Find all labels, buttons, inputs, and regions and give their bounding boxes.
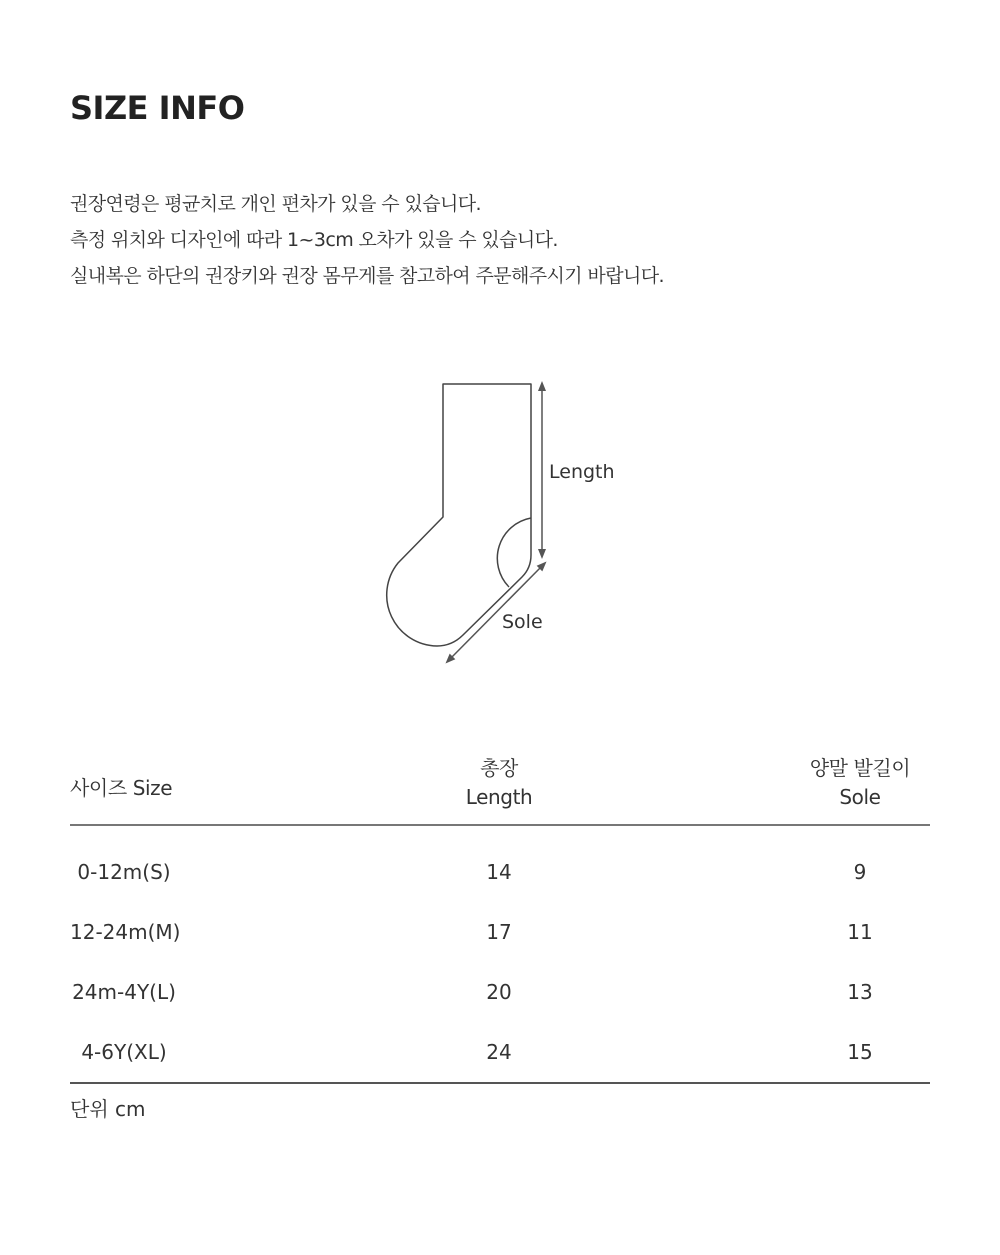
- cell-sole: 11: [847, 920, 873, 944]
- note-line: 실내복은 하단의 권장키와 권장 몸무게를 참고하여 주문해주시기 바랍니다.: [70, 265, 664, 287]
- size-notes: [70, 186, 664, 294]
- cell-length: 24: [486, 1040, 512, 1064]
- table-row: [70, 912, 930, 952]
- size-table: [70, 750, 930, 1084]
- header-length-ko: 총장: [480, 756, 518, 780]
- cell-size: 4-6Y(XL): [81, 1040, 167, 1064]
- sock-heel-curve: [497, 518, 531, 587]
- cell-length: 20: [486, 980, 512, 1004]
- cell-sole: 13: [847, 980, 873, 1004]
- header-sole: [780, 754, 940, 812]
- cell-length: 14: [486, 860, 512, 884]
- note-line: 권장연령은 평균치로 개인 편차가 있을 수 있습니다.: [70, 193, 481, 215]
- table-row: [70, 972, 930, 1012]
- header-length-en: Length: [465, 785, 533, 809]
- table-header: [70, 750, 930, 826]
- sock-diagram-svg: [360, 370, 660, 670]
- table-row: [70, 852, 930, 892]
- header-sole-en: Sole: [839, 785, 881, 809]
- length-label: Length: [549, 461, 615, 483]
- header-sole-ko: 양말 발길이: [809, 756, 911, 780]
- sock-outline: [387, 384, 531, 646]
- header-size: 사이즈 Size: [70, 776, 173, 800]
- sole-label: Sole: [502, 611, 543, 633]
- cell-size: 12-24m(M): [70, 920, 181, 944]
- header-length: [399, 754, 599, 812]
- note-line: 측정 위치와 디자인에 따라 1~3cm 오차가 있을 수 있습니다.: [70, 229, 558, 251]
- unit-note: 단위 cm: [70, 1097, 146, 1121]
- cell-size: 24m-4Y(L): [72, 980, 176, 1004]
- cell-sole: 9: [853, 860, 867, 884]
- page-title: SIZE INFO: [70, 89, 245, 127]
- table-body: [70, 826, 930, 1084]
- cell-size: 0-12m(S): [77, 860, 171, 884]
- cell-sole: 15: [847, 1040, 873, 1064]
- sock-measurement-diagram: [360, 370, 660, 670]
- table-row: [70, 1032, 930, 1072]
- cell-length: 17: [486, 920, 512, 944]
